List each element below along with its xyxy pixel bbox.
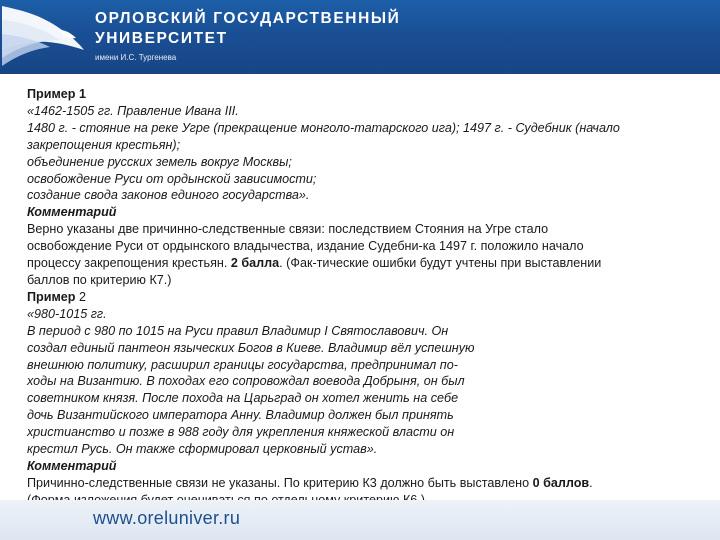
university-name-line2: УНИВЕРСИТЕТ	[95, 30, 228, 47]
text-line: освобождение Руси от ордынской зависимости;	[27, 171, 317, 186]
text-line: ходы на Византию. В походах его сопровождал воевода Добрыня, он был	[27, 374, 465, 389]
text-line: дочь Византийского императора Анну. Владимир должен был принять	[27, 408, 454, 423]
score-highlight: 0 баллов	[532, 475, 590, 490]
text-line	[27, 475, 697, 492]
university-name-line1: ОРЛОВСКИЙ ГОСУДАРСТВЕННЫЙ	[95, 10, 401, 27]
text-fragment: 2	[79, 289, 87, 304]
text-line: «980-1015 гг.	[27, 306, 107, 321]
text-line: создание свода законов единого государства».	[27, 188, 310, 203]
text-line: баллов по критерию К7.)	[27, 272, 172, 287]
example-heading: Пример 1	[27, 87, 87, 101]
bird-wing-logo-icon	[0, 0, 92, 74]
text-line: крестил Русь. Он также сформировал церковный устав».	[27, 442, 378, 457]
text-fragment: процессу закрепощения крестьян.	[27, 256, 231, 271]
example-heading	[27, 289, 697, 306]
text-line: внешнюю политику, расширил границы государства, предпринимал по-	[27, 357, 458, 372]
header-banner	[0, 0, 720, 74]
text-line: освобождение Руси от ордынского владычества, издание Судебни-ка 1497 г. положило начало	[27, 239, 584, 254]
website-url: www.oreluniver.ru	[93, 508, 241, 528]
text-line: христианство и позже в 988 году для укрепления княжеской власти он	[27, 425, 455, 440]
footer-bar	[0, 500, 720, 540]
comment-heading: Комментарий	[27, 458, 117, 473]
text-fragment: . (Фак-тические ошибки будут учтены при выставлении	[279, 256, 602, 271]
university-subtitle: имени И.С. Тургенева	[95, 53, 177, 62]
text-line: «1462-1505 гг. Правление Ивана III.	[27, 103, 239, 118]
text-line: советником князя. После похода на Царьград он хотел женить на себе	[27, 391, 459, 406]
text-line: Верно указаны две причинно-следственные связи: последствием Стояния на Угре стало	[27, 222, 549, 237]
text-line: В период с 980 по 1015 на Руси правил Владимир I Святославович. Он	[27, 323, 449, 338]
text-line: закрепощения крестьян);	[27, 137, 181, 152]
comment-heading: Комментарий	[27, 205, 117, 220]
text-line	[27, 255, 697, 272]
text-fragment: .	[589, 475, 593, 490]
text-fragment: Пример	[27, 289, 79, 304]
text-line: создал единый пантеон языческих Богов в Киеве. Владимир вёл успешную	[27, 340, 475, 355]
document-body	[27, 86, 697, 509]
score-highlight: 2 балла	[230, 256, 280, 271]
text-line: объединение русских земель вокруг Москвы;	[27, 154, 292, 169]
text-fragment: Причинно-следственные связи не указаны. По критерию К3 должно быть выставлено	[27, 475, 533, 490]
text-line: 1480 г. - стояние на реке Угре (прекращение монголо-татарского ига); 1497 г. - Судебник (начало	[27, 120, 620, 135]
